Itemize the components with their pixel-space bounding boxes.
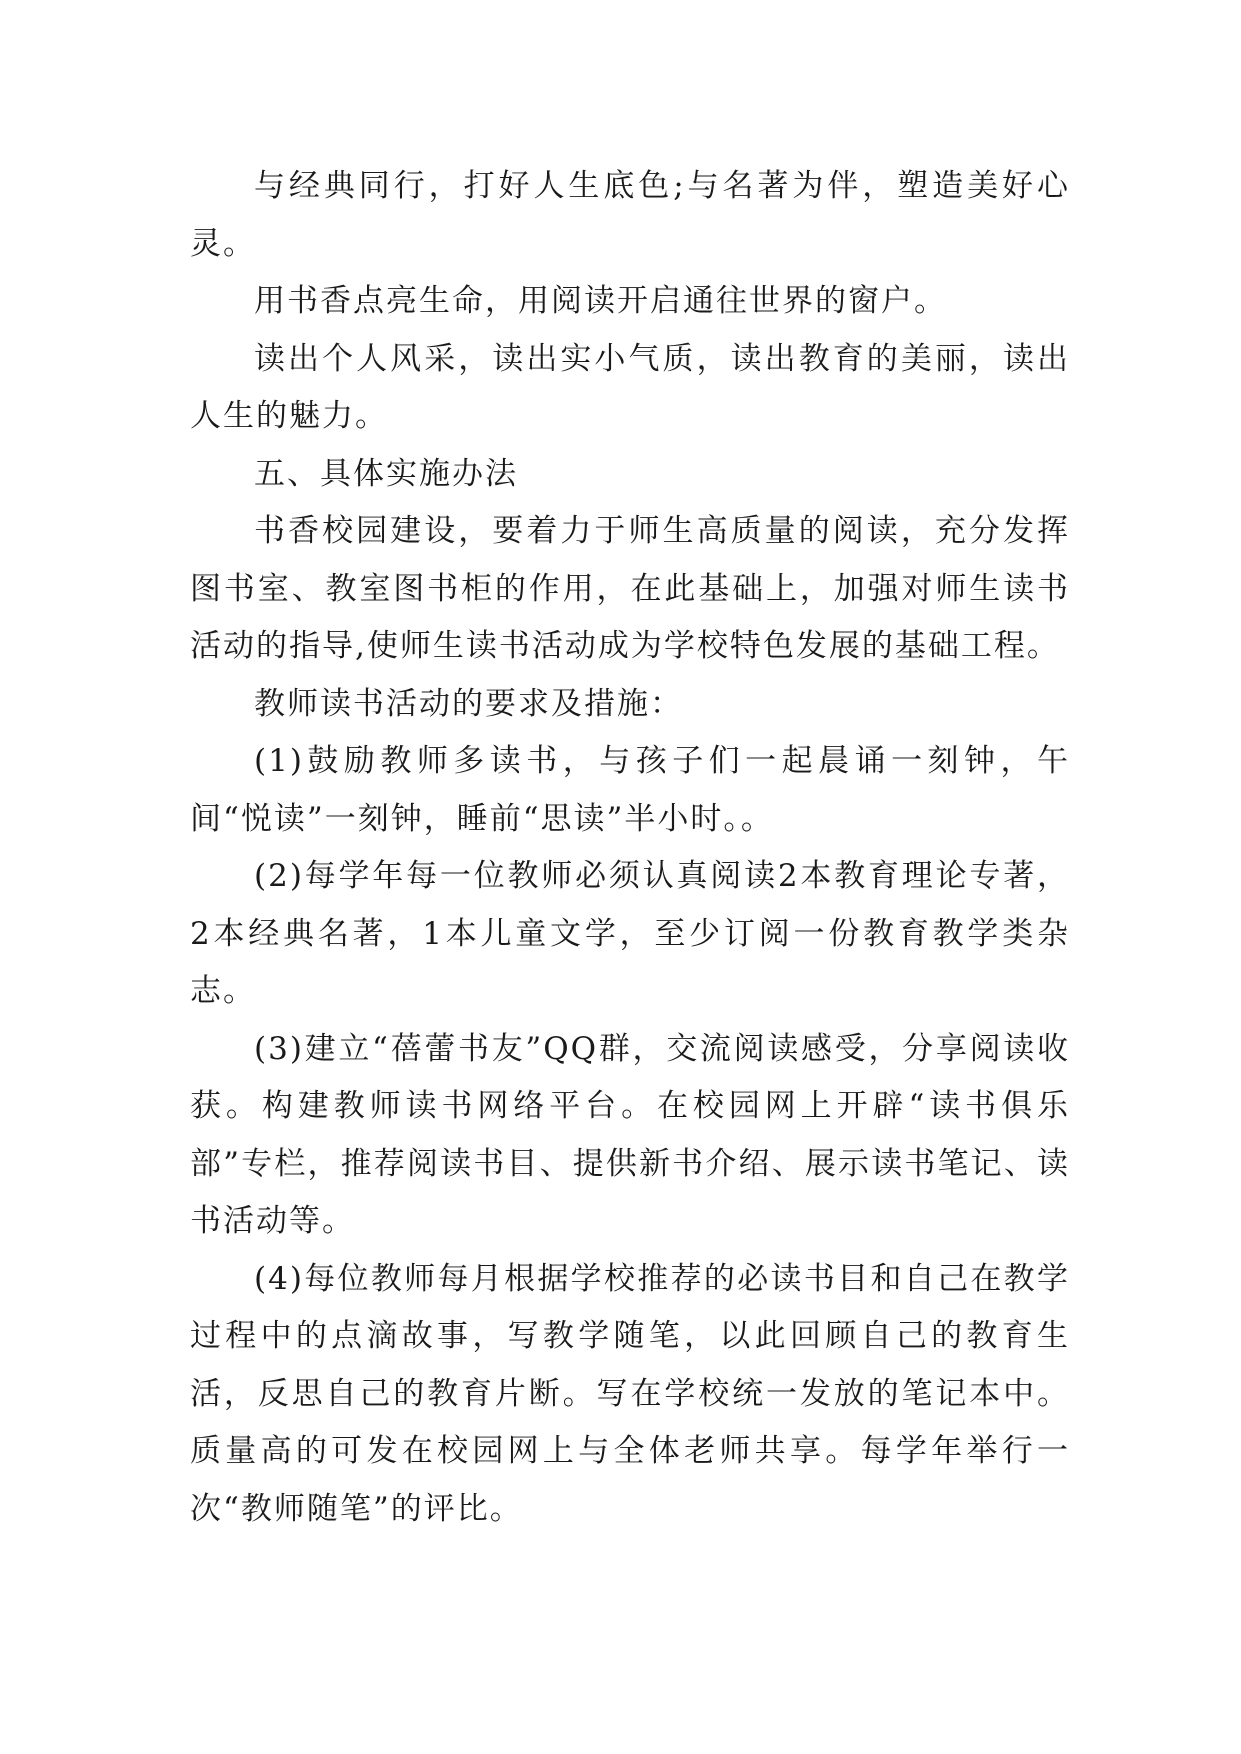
paragraph-classics: 与经典同行，打好人生底色;与名著为伴，塑造美好心灵。 [190, 168, 1070, 262]
paragraph-teacher-requirements: 教师读书活动的要求及措施： [254, 685, 683, 722]
section-heading: 五、具体实施办法 [254, 455, 518, 492]
paragraph-read-out: 读出个人风采，读出实小气质，读出教育的美丽，读出人生的魅力。 [190, 340, 1070, 434]
list-item-2: (2)每学年每一位教师必须认真阅读2本教育理论专著，2本经典名著，1本儿童文学，至少订阅一份教育教学类杂志。 [190, 858, 1070, 1009]
list-item-3: (3)建立“蓓蕾书友”QQ群，交流阅读感受，分享阅读收获。构建教师读书网络平台。在校园网上开辟“读书俱乐部”专栏，推荐阅读书目、提供新书介绍、展示读书笔记、读书活动等。 [190, 1030, 1070, 1239]
paragraph-campus-construction: 书香校园建设，要着力于师生高质量的阅读，充分发挥图书室、教室图书柜的作用，在此基础上，加强对师生读书活动的指导,使师生读书活动成为学校特色发展的基础工程。 [190, 513, 1070, 664]
paragraph-book-fragrance: 用书香点亮生命，用阅读开启通往世界的窗户。 [254, 283, 947, 319]
list-item-1: (1)鼓励教师多读书，与孩子们一起晨诵一刻钟，午间“悦读”一刻钟，睡前“思读”半小时。。 [190, 743, 1070, 837]
document-body [190, 158, 1070, 1538]
list-item-4: (4)每位教师每月根据学校推荐的必读书目和自己在教学过程中的点滴故事，写教学随笔，以此回顾自己的教育生活，反思自己的教育片断。写在学校统一发放的笔记本中。质量高的可发在校园网上与全体老师共享。每学年举行一次“教师随笔”的评比。 [190, 1260, 1070, 1527]
